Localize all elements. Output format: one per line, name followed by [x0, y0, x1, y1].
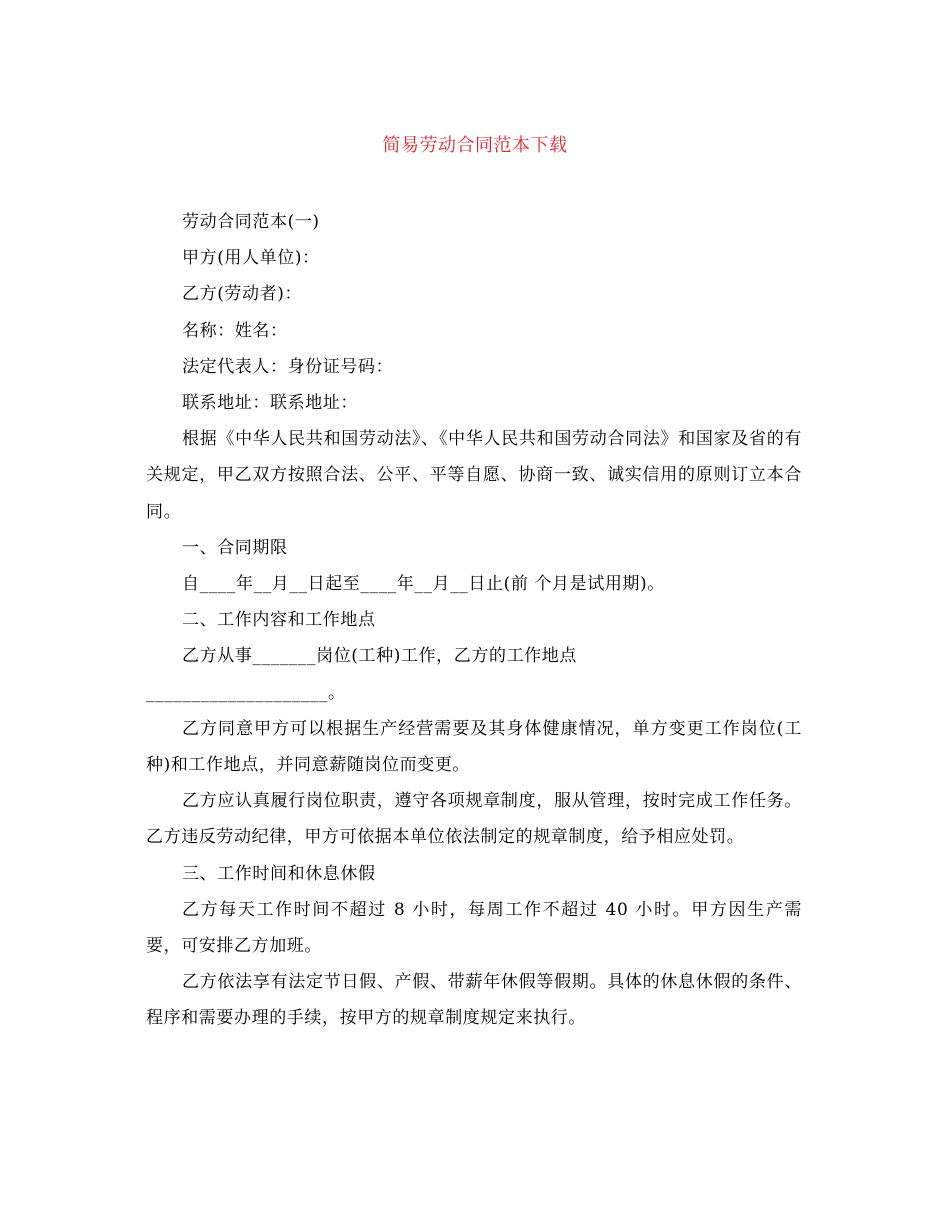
section-heading-work-hours: 三、工作时间和休息休假 [182, 863, 376, 884]
paragraph-work-position: 乙方从事_______岗位(工种)工作，乙方的工作地点 [182, 646, 577, 667]
paragraph-leave: 乙方依法享有法定节日假、产假、带薪年休假等假期。具体的休息休假的条件、程序和需要办理的手续，按甲方的规章制度规定来执行。 [146, 972, 802, 1029]
document-title: 简易劳动合同范本下载 [382, 135, 568, 156]
paragraph-representative-id: 法定代表人：身份证号码： [182, 356, 394, 377]
paragraph-legal-basis: 根据《中华人民共和国劳动法》、《中华人民共和国劳动合同法》和国家及省的有关规定，甲乙双方按照合法、公平、平等自愿、协商一致、诚实信用的原则订立本合同。 [146, 429, 802, 522]
paragraph-duties: 乙方应认真履行岗位职责，遵守各项规章制度，服从管理，按时完成工作任务。乙方违反劳动纪律，甲方可依据本单位依法制定的规章制度，给予相应处罚。 [146, 791, 802, 848]
section-heading-contract-term: 一、合同期限 [182, 537, 288, 558]
paragraph-addresses: 联系地址：联系地址： [182, 393, 358, 414]
section-heading-work-content: 二、工作内容和工作地点 [182, 610, 376, 631]
paragraph-work-hours: 乙方每天工作时间不超过 8 小时，每周工作不超过 40 小时。甲方因生产需要，可安排乙方加班。 [146, 899, 802, 957]
paragraph-contract-sample-heading: 劳动合同范本(一) [182, 212, 320, 232]
paragraph-party-a: 甲方(用人单位)： [182, 248, 320, 269]
paragraph-position-change: 乙方同意甲方可以根据生产经营需要及其身体健康情况，单方变更工作岗位(工种)和工作地点，并同意薪随岗位而变更。 [146, 718, 802, 776]
paragraph-contract-term: 自____年__月__日起至____年__月__日止(前 个月是试用期)。 [182, 574, 665, 595]
paragraph-name-fields: 名称：姓名： [182, 320, 288, 341]
paragraph-work-location-blank: ____________________。 [146, 682, 346, 703]
paragraph-party-b: 乙方(劳动者)： [182, 284, 303, 305]
document-body [146, 204, 802, 1037]
